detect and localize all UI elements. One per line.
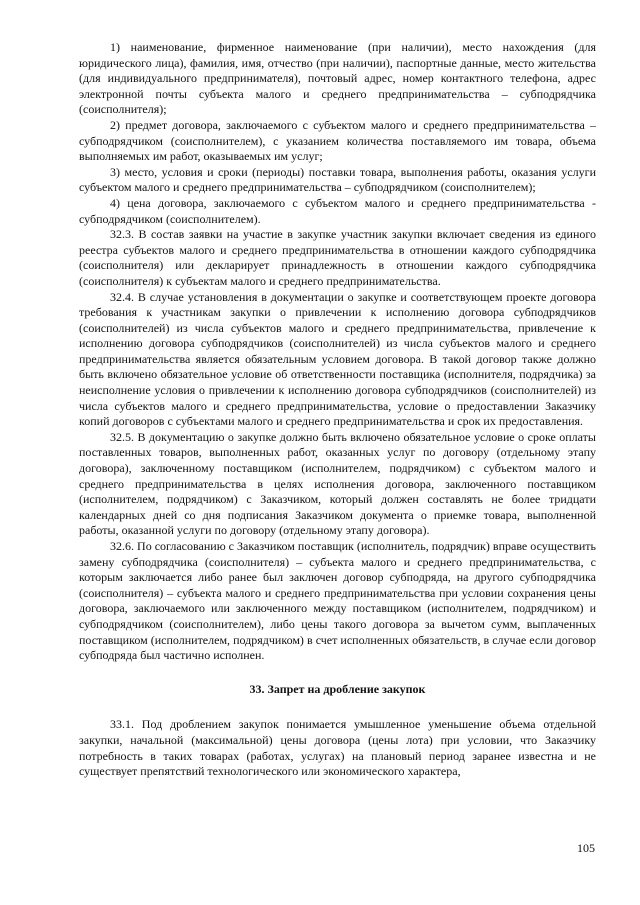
page-number: 105 xyxy=(577,841,595,855)
paragraph-item-1: 1) наименование, фирменное наименование (при наличии), место нахождения (для юридического лица), фамилия, имя, отчество (при наличии), паспортные данные, место жительства (для индивидуального предпринимателя), почтовый адрес, номер контактного телефона, адрес электронной почты субъекта малого и среднего предпринимательства – субподрядчика (соисполнителя); xyxy=(79,40,596,117)
paragraph-33-1: 33.1. Под дроблением закупок понимается умышленное уменьшение объема отдельной закупки, начальной (максимальной) цены договора (цены лота) при условии, что Заказчику потребность в таких товарах (работах, услугах) на плановый период заранее известна и не существует препятствий технологического или экономического характера, xyxy=(79,717,596,779)
paragraph-item-2: 2) предмет договора, заключаемого с субъектом малого и среднего предпринимательства – субподрядчиком (соисполнителем), с указанием количества поставляемого им товара, объема выполняемых им работ, оказываемых им услуг; xyxy=(79,117,596,164)
paragraph-32-4: 32.4. В случае установления в документации о закупке и соответствующем проекте договора требования к участникам закупки о привлечении к исполнению договора субподрядчиков (соисполнителей) из числа субъектов малого и среднего предпринимательства, привлечение к исполнению договора субподрядчиков (соисполнителей) из числа субъектов малого и среднего предпринимательства является обязательным условием договора. В такой договор также должно быть включено обязательное условие об ответственности поставщика (исполнителя, подрядчика) за неисполнение условия о привлечении к исполнению договора субподрядчиков (соисполнителей) из числа субъектов малого и среднего предпринимательства, условие о предоставлении Заказчику копий договоров с субъектами малого и среднего предпринимательства и срок их предоставления. xyxy=(79,289,596,429)
page-body xyxy=(79,40,596,780)
section-heading: 33. Запрет на дробление закупок xyxy=(249,681,426,696)
paragraph-item-4: 4) цена договора, заключаемого с субъектом малого и среднего предпринимательства - субподрядчиком (соисполнителем). xyxy=(79,195,596,226)
paragraph-32-3: 32.3. В состав заявки на участие в закупке участник закупки включает сведения из единого реестра субъектов малого и среднего предпринимательства в отношении каждого субподрядчика (соисполнителя) или декларирует принадлежность в отношении каждого субподрядчика (соисполнителя) к субъектам малого и среднего предпринимательства. xyxy=(79,227,596,288)
paragraph-32-5: 32.5. В документацию о закупке должно быть включено обязательное условие о сроке оплаты поставленных товаров, выполненных работ, оказанных услуг по договору (отдельному этапу договора), заключенному поставщиком (исполнителем, подрядчиком) с субъектом малого и среднего предпринимательства в целях исполнения договора, заключенного поставщиком (исполнителем, подрядчиком) с Заказчиком, который должен составлять не более тридцати календарных дней со дня подписания Заказчиком документа о приемке товара, выполненной работы, оказанной услуги по договору (отдельному этапу договора). xyxy=(79,429,596,538)
paragraph-item-3: 3) место, условия и сроки (периоды) поставки товара, выполнения работы, оказания услуги субъектом малого и среднего предпринимательства – субподрядчиком (соисполнителем); xyxy=(79,164,596,195)
paragraph-32-6: 32.6. По согласованию с Заказчиком поставщик (исполнитель, подрядчик) вправе осуществить замену субподрядчика (соисполнителя) – субъекта малого и среднего предпринимательства, с которым заключается либо ранее был заключен договор субподряда, на другого субподрядчика (соисполнителя) – субъекта малого и среднего предпринимательства при условии сохранения цены договора, заключаемого или заключенного между поставщиком (исполнителем, подрядчиком) и субподрядчиком (соисполнителем), либо цены такого договора за вычетом сумм, выплаченных поставщиком (исполнителем, подрядчиком) в счет исполненных обязательств, в случае если договор субподряда был частично исполнен. xyxy=(79,539,596,663)
